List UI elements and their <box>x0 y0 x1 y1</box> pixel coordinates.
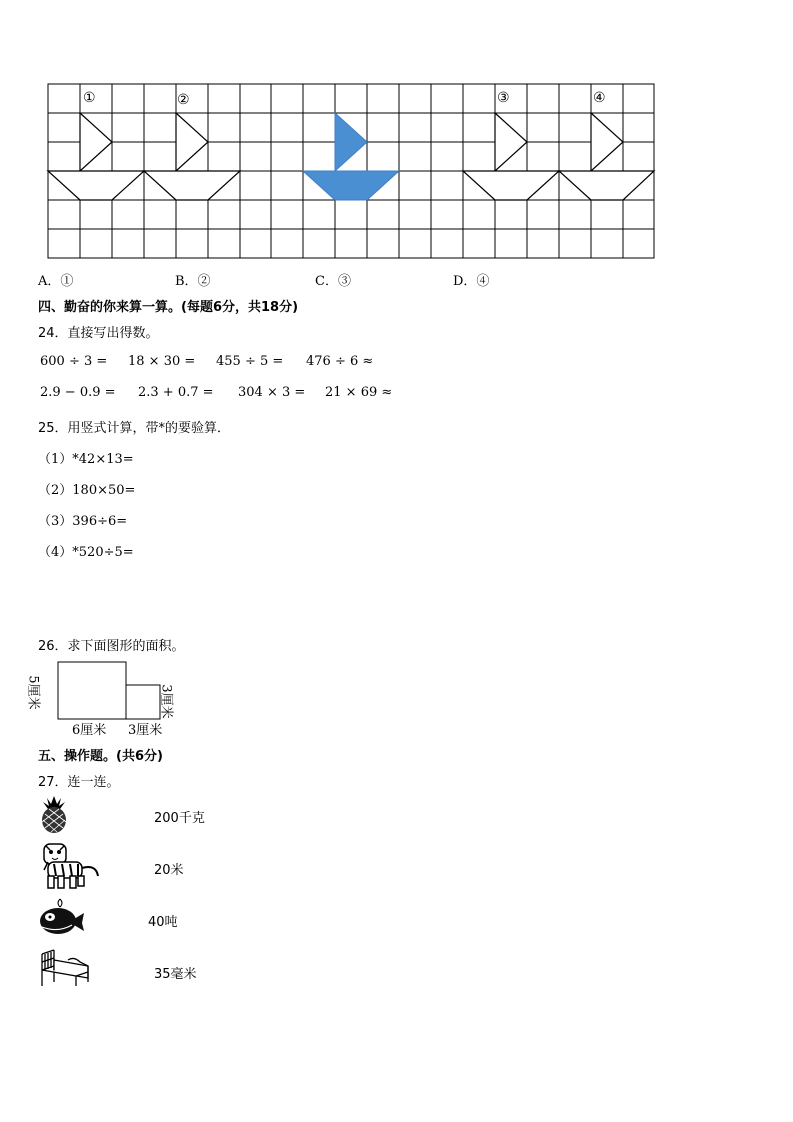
q27-prompt: 27．连一连。 <box>38 775 120 790</box>
q25-item-3: （3）396÷6= <box>38 514 128 529</box>
boat-label-1: ① <box>83 90 96 106</box>
q24-item-5: 2.9 − 0.9 = <box>40 385 116 400</box>
sailboat-2 <box>144 113 240 200</box>
q25-item-4: （4）*520÷5= <box>38 545 134 560</box>
q24-item-4: 476 ÷ 6 ≈ <box>306 354 374 369</box>
q25-item-2: （2）180×50= <box>38 483 136 498</box>
q27-answer-4: 35毫米 <box>154 967 197 982</box>
boat-label-2: ② <box>177 92 190 108</box>
q24-item-7: 304 × 3 = <box>238 385 306 400</box>
q24-item-6: 2.3 + 0.7 = <box>138 385 214 400</box>
q25-prompt: 25．用竖式计算，带*的要验算． <box>38 421 231 436</box>
q26-right-label: 3厘米 <box>158 684 174 719</box>
tiger-icon <box>40 842 102 892</box>
q24-item-8: 21 × 69 ≈ <box>325 385 393 400</box>
section-5-title: 五、操作题。(共6分) <box>38 749 163 764</box>
q26-prompt: 26．求下面图形的面积。 <box>38 639 185 654</box>
q26-bottom-right-label: 3厘米 <box>128 723 163 738</box>
q24-prompt: 24．直接写出得数。 <box>38 326 159 341</box>
q24-item-1: 600 ÷ 3 = <box>40 354 108 369</box>
option-d: D．④ <box>453 274 490 289</box>
option-c: C．③ <box>315 274 351 289</box>
whale-icon <box>38 897 86 939</box>
boat-label-4: ④ <box>593 90 606 106</box>
q25-item-1: （1）*42×13= <box>38 452 134 467</box>
option-a: A．① <box>38 274 74 289</box>
option-b: B．② <box>175 274 211 289</box>
section-4-title: 四、勤奋的你来算一算。(每题6分，共18分) <box>38 300 299 315</box>
q24-item-2: 18 × 30 = <box>128 354 196 369</box>
sailboat-grid <box>0 0 793 270</box>
boat-label-3: ③ <box>497 90 510 106</box>
sailboat-original <box>303 113 399 200</box>
q27-answer-1: 200千克 <box>154 811 205 826</box>
bed-icon <box>38 948 94 988</box>
pineapple-icon <box>37 794 71 834</box>
sailboat-3 <box>463 113 559 200</box>
q27-answer-3: 40吨 <box>148 915 178 930</box>
sailboat-1 <box>48 113 144 200</box>
q26-left-label: 5厘米 <box>25 675 41 710</box>
sailboat-4 <box>559 113 654 200</box>
q24-item-3: 455 ÷ 5 = <box>216 354 284 369</box>
q27-answer-2: 20米 <box>154 863 184 878</box>
q26-bottom-left-label: 6厘米 <box>72 723 107 738</box>
